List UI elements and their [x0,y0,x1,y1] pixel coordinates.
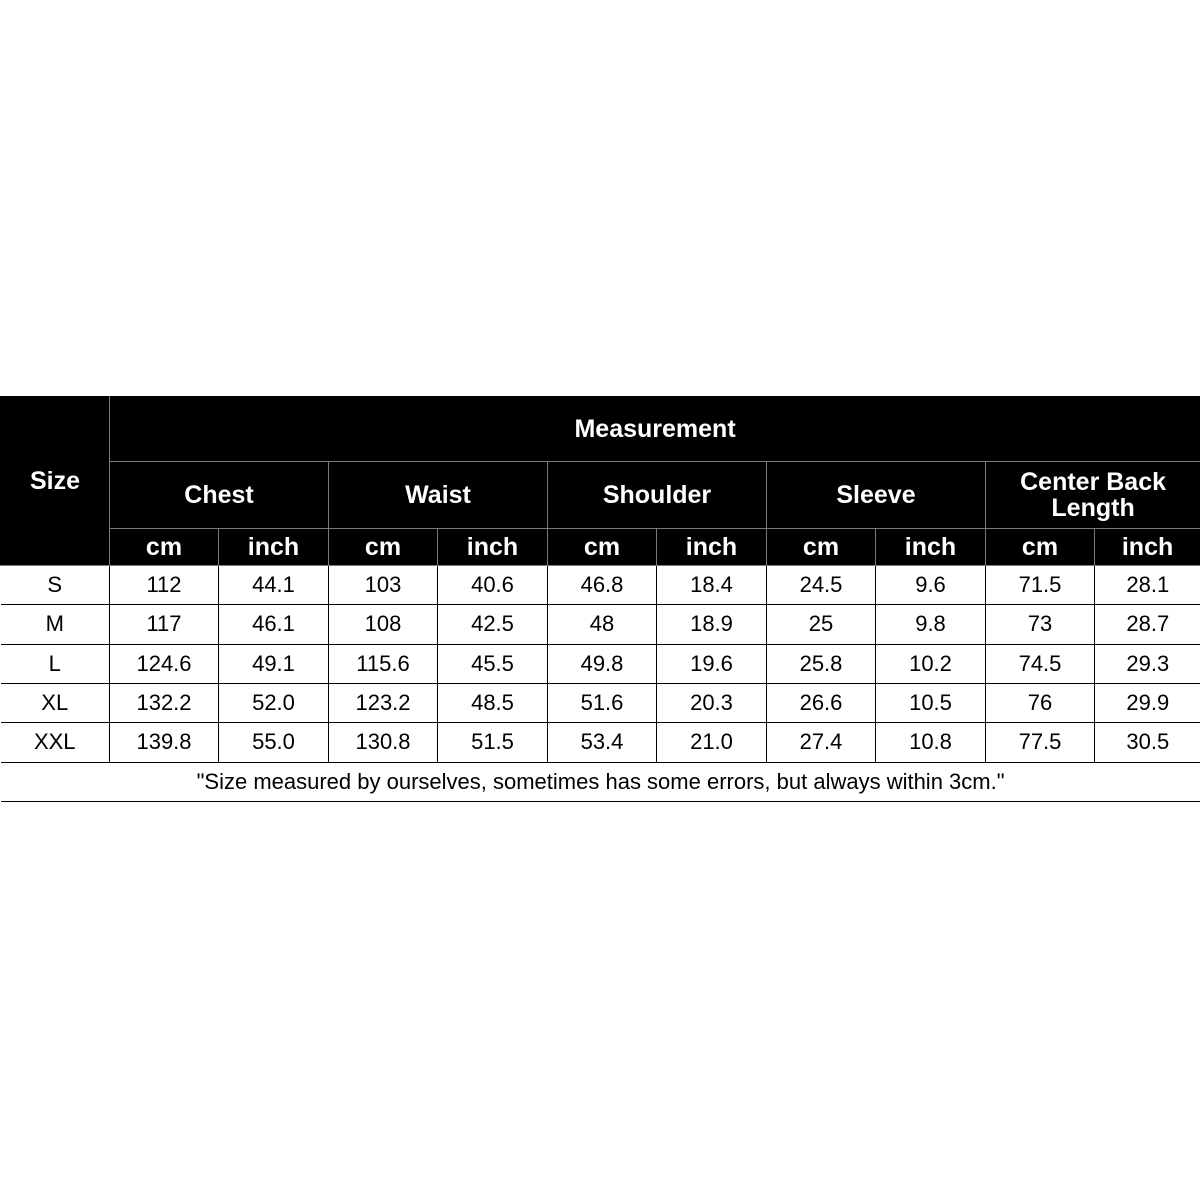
measurement-header: Measurement [110,397,1200,462]
value-cell: 49.8 [548,644,657,683]
group-header-chest: Chest [110,462,329,529]
value-cell: 52.0 [219,683,329,722]
value-cell: 21.0 [657,723,767,762]
value-cell: 18.9 [657,605,767,644]
measurement-header-row [1,397,1200,462]
value-cell: 46.8 [548,566,657,605]
size-chart-table [0,396,1200,802]
value-cell: 27.4 [767,723,876,762]
value-cell: 53.4 [548,723,657,762]
size-label-cell: XL [1,683,110,722]
value-cell: 117 [110,605,219,644]
value-cell: 10.5 [876,683,986,722]
size-column-header: Size [1,397,110,566]
measurement-note: "Size measured by ourselves, sometimes has some errors, but always within 3cm." [1,762,1200,801]
value-cell: 24.5 [767,566,876,605]
group-header-sleeve: Sleeve [767,462,986,529]
unit-header: inch [438,529,548,566]
value-cell: 42.5 [438,605,548,644]
size-label-cell: M [1,605,110,644]
value-cell: 49.1 [219,644,329,683]
value-cell: 108 [329,605,438,644]
value-cell: 28.7 [1095,605,1200,644]
value-cell: 51.5 [438,723,548,762]
unit-header: cm [767,529,876,566]
unit-header-row [1,529,1200,566]
value-cell: 10.2 [876,644,986,683]
value-cell: 51.6 [548,683,657,722]
size-label-cell: XXL [1,723,110,762]
value-cell: 45.5 [438,644,548,683]
value-cell: 9.6 [876,566,986,605]
unit-header: inch [876,529,986,566]
value-cell: 25 [767,605,876,644]
value-cell: 55.0 [219,723,329,762]
value-cell: 77.5 [986,723,1095,762]
value-cell: 132.2 [110,683,219,722]
value-cell: 46.1 [219,605,329,644]
unit-header: inch [219,529,329,566]
value-cell: 71.5 [986,566,1095,605]
size-label-cell: L [1,644,110,683]
unit-header: cm [110,529,219,566]
value-cell: 139.8 [110,723,219,762]
value-cell: 76 [986,683,1095,722]
value-cell: 20.3 [657,683,767,722]
table-row [1,605,1200,644]
value-cell: 123.2 [329,683,438,722]
value-cell: 74.5 [986,644,1095,683]
measurement-group-row [1,462,1200,529]
group-header-center-back-length: Center Back Length [986,462,1200,529]
value-cell: 73 [986,605,1095,644]
value-cell: 30.5 [1095,723,1200,762]
value-cell: 18.4 [657,566,767,605]
table-row [1,566,1200,605]
note-row [1,762,1200,801]
value-cell: 29.3 [1095,644,1200,683]
value-cell: 103 [329,566,438,605]
group-header-shoulder: Shoulder [548,462,767,529]
unit-header: cm [548,529,657,566]
value-cell: 19.6 [657,644,767,683]
value-cell: 29.9 [1095,683,1200,722]
value-cell: 112 [110,566,219,605]
table-row [1,644,1200,683]
value-cell: 115.6 [329,644,438,683]
unit-header: cm [986,529,1095,566]
value-cell: 48 [548,605,657,644]
unit-header: inch [1095,529,1200,566]
value-cell: 28.1 [1095,566,1200,605]
group-header-waist: Waist [329,462,548,529]
value-cell: 40.6 [438,566,548,605]
unit-header: cm [329,529,438,566]
size-table-body [1,566,1200,802]
table-row [1,723,1200,762]
value-cell: 124.6 [110,644,219,683]
unit-header: inch [657,529,767,566]
value-cell: 26.6 [767,683,876,722]
value-cell: 25.8 [767,644,876,683]
value-cell: 44.1 [219,566,329,605]
value-cell: 48.5 [438,683,548,722]
value-cell: 9.8 [876,605,986,644]
size-label-cell: S [1,566,110,605]
value-cell: 130.8 [329,723,438,762]
table-row [1,683,1200,722]
value-cell: 10.8 [876,723,986,762]
